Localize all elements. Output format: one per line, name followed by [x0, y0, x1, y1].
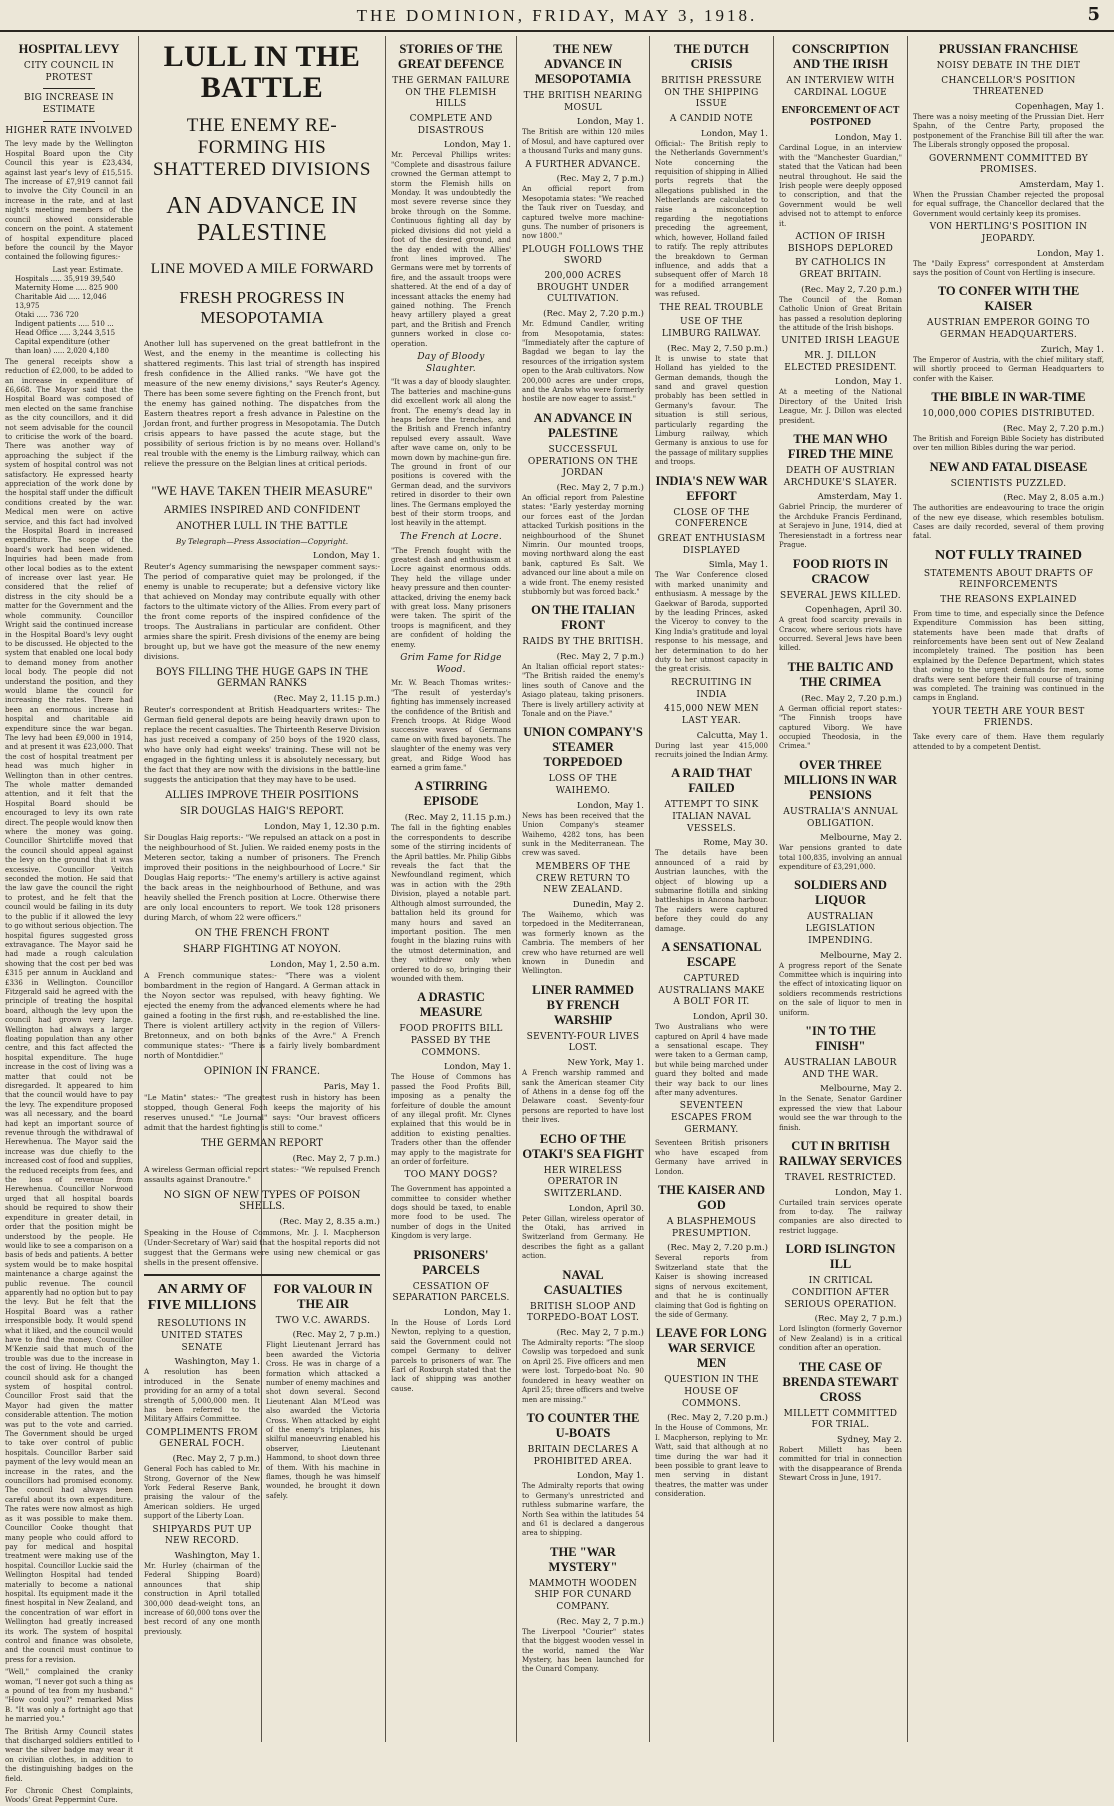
dateline: New York, May 1. — [567, 1058, 644, 1069]
dateline: London, May 1. — [443, 140, 511, 151]
article-crosshead: The French at Locre. — [399, 531, 503, 542]
dateline: (Rec. May 2, 7.20 p.m.) — [667, 1413, 768, 1424]
article-headline: INDIA'S NEW WAR EFFORT — [655, 473, 768, 503]
article-subheading: STATEMENTS ABOUT DRAFTS OF REINFORCEMENTS — [923, 568, 1094, 591]
article-headline: AN ARMY OF FIVE MILLIONS — [147, 1281, 257, 1314]
dateline: London, May 1, 2.50 a.m. — [270, 959, 380, 970]
article-body: An Italian official report states:- "The British raided the enemy's lines south of Canove and the Asiago plateau, taking prisoners. There is lively artillery activity at Tonale and on the Piave." — [522, 663, 644, 719]
article-body: At a meeting of the National Directory of the United Irish League, Mr. J. Dillon was elected president. — [779, 388, 902, 425]
dateline: Paris, May 1. — [323, 1081, 380, 1092]
article-headline: UNION COMPANY'S STEAMER TORPEDOED — [523, 725, 643, 770]
article-body: Reuter's Agency summarising the newspaper comment says:- The period of comparative quiet may be prolonged, if the enemy is unable to recuperate; but a defensive victory like that achieved on Monday may contribute equally with other factors to the ultimate victory of the Allies. From every part of the front come reports of the inspired confidence of the troops. The Australians in particular are confident. Other armies share the spirit. Fresh divisions of the enemy are being brought up, but we have got the measure of the new enemy divisions. — [144, 561, 380, 661]
article-headline: THE GERMAN REPORT — [201, 1137, 323, 1149]
dateline: (Rec. May 2, 8.35 a.m.) — [279, 1216, 380, 1227]
page-number: 5 — [1087, 4, 1100, 25]
article-headline: A STIRRING EPISODE — [414, 779, 488, 809]
article-body: Flight Lieutenant Jerrard has been awarded the Victoria Cross. He was in charge of a formation which attacked a number of enemy machines and shot down several. Second Lieutenant Alan M'Leod was also awarded the Victoria Cross. When attacked by eight of the enemy's triplanes, his skilful manoeuvring enabled his observer, Lieutenant Hammond, to shoot down three of them. With his machine in flames, though he was himself wounded, he brought it down safely. — [265, 1341, 380, 1500]
dateline: London, May 1. — [576, 1471, 644, 1482]
dateline: London, May 1. — [576, 117, 644, 128]
dateline: London, May 1. — [834, 1187, 902, 1198]
article-subheading: LOSS OF THE WAIHEMO. — [548, 774, 618, 797]
article-subheading: QUESTION IN THE HOUSE OF COMMONS. — [664, 1375, 759, 1409]
table-header: Last year. Estimate. — [52, 265, 123, 274]
article-subheading: TOO MANY DOGS? — [404, 1170, 498, 1181]
masthead-title: THE DOMINION, FRIDAY, MAY 3, 1918. — [356, 6, 758, 25]
column-conscription — [774, 36, 907, 1742]
article-crosshead: Day of Bloody Slaughter. — [417, 351, 485, 374]
dateline: Melbourne, May 2. — [820, 833, 902, 844]
article-subheading: ENFORCEMENT OF ACT POSTPONED — [781, 105, 900, 129]
filler-paragraph: The British Army Council states that discharged soldiers entitled to wear the silver badge may wear it on civilian clothes, in addition to the distinguishing badges on the field. — [5, 1727, 133, 1783]
article-subheading: 10,000,000 COPIES DISTRIBUTED. — [922, 409, 1095, 420]
dateline: Zurich, May 1. — [1040, 344, 1104, 355]
article-body: Mr. Edmund Candler, writing from Mesopotamia, states: "Immediately after the capture of Bagdad we began to lay the resources of the irrigation system open to the Arab cultivators. Now 200,000 acres are under crops, and the Arabs who were formerly hostile are now eager to assist." — [522, 320, 644, 404]
article-subheading: HIGHER RATE INVOLVED — [5, 125, 133, 136]
dateline: Rome, May 30. — [703, 838, 768, 849]
filler-paragraph: "Well," complained the cranky woman, "I never got such a thing as a pound of tea from my husband." "How could you?" remarked Miss B. "It was only a fortnight ago that he married you." — [5, 1668, 133, 1724]
article-subheading: THE REAL TROUBLE — [659, 302, 764, 313]
article-headline: A DRASTIC MEASURE — [417, 990, 485, 1020]
dateline: (Rec. May 2, 7 p.m.) — [556, 174, 644, 185]
article-subheading: YOUR TEETH ARE YOUR BEST FRIENDS. — [932, 706, 1085, 729]
article-subheading: SEVERAL JEWS KILLED. — [780, 590, 901, 601]
lead-subheadline: LINE MOVED A MILE FORWARD — [150, 260, 374, 277]
article-subheading: MAMMOTH WOODEN SHIP FOR CUNARD COMPANY. — [528, 1578, 638, 1613]
article-body: Gabriel Princip, the murderer of the Archduke Francis Ferdinand, at Serajevo in June, 1914, died at Theresienstadt in a fortress near Prague. — [779, 503, 902, 550]
article-subheading: COMPLETE AND DISASTROUS — [409, 114, 493, 136]
dateline: (Rec. May 2, 7.20 p.m.) — [801, 693, 902, 704]
dateline: Simla, May 1. — [708, 560, 768, 571]
article-subheading: VON HERTLING'S POSITION IN JEOPARDY. — [929, 222, 1088, 244]
article-subheading: BRITAIN DECLARES A PROHIBITED AREA. — [527, 1444, 639, 1467]
article-headline: SOLDIERS AND LIQUOR — [794, 878, 887, 908]
article-headline: THE CASE OF BRENDA STEWART CROSS — [782, 1359, 899, 1404]
lead-intro: Another lull has supervened on the great battlefront in the West, and the enemy in the meantime is collecting his shattered regiments. This last trial of strength has inspired fresh confidence in the Allied ranks. "We have got the measure of the new enemy divisions," says Reuter's Agency. There has been some severe fighting on the French front, but the enemy has gained nothing. The dispatches from the Eastern theatres report a fresh advance in Palestine on the Jordan front, and further progress in Mesopotamia. The Dutch crisis appears to have passed the acute stage, but the possibility of serious friction is by no means over. Holland's real trouble with the enemy is the Limburg railway, which can relieve the pressure on the Belgian lines at critical periods. — [144, 338, 380, 468]
article-headline: CUT IN BRITISH RAILWAY SERVICES — [779, 1138, 902, 1168]
article-headline: THE BIBLE IN WAR-TIME — [931, 390, 1086, 405]
table-row: Hospitals ..... 35,919 39,540 — [15, 274, 116, 283]
article-headline: CONSCRIPTION AND THE IRISH — [791, 42, 890, 71]
column-lull-in-the-battle — [139, 36, 385, 1742]
dateline: (Rec. May 2, 8.05 a.m.) — [1003, 493, 1104, 504]
dateline: Copenhagen, May 1. — [1015, 102, 1104, 113]
dateline: Copenhagen, April 30. — [805, 605, 902, 616]
article-body: It is unwise to state that Holland has yielded to the German demands, though the sand and gravel question probably has been settled in Germany's favour. The situation is still serious, particularly regarding the Limburg railway, which Germany is anxious to use for the passage of military supplies and troops. — [655, 354, 768, 467]
dateline: (Rec. May 2, 11.15 p.m.) — [404, 813, 511, 824]
dateline: Calcutta, May 1. — [696, 730, 768, 741]
article-subheading: UNITED IRISH LEAGUE — [781, 336, 900, 347]
article-body: The details have been announced of a raid by Austrian launches, with the object of blowing up a submarine flotilla and sinking battleships in Ancona harbour. The raiders were captured before they could do any damage. — [655, 849, 768, 933]
article-body: The British and Foreign Bible Society has distributed over ten million Bibles during the war period. — [913, 434, 1104, 453]
article-body: A wireless German official report states:- "We repulsed French assaults against Dranoutre." — [144, 1164, 380, 1184]
article-body: Sir Douglas Haig reports:- "We repulsed an attack on a post in the neighbourhood of St. Julien. We raided enemy posts in the Meteren sector, taking a number of prisoners. The French improved their positions in the neighbourhood of Locre." Sir Douglas Haig reports:- "The enemy's artillery is active against the back areas in the neighbourhood of Bethune, and was heavily shelled the French position at Locre. Otherwise there are only local encounters to report. We took 128 prisoners during March, of whom 22 were officers." — [144, 832, 380, 922]
dateline: Washington, May 1. — [174, 1550, 260, 1561]
article-subheading: SHARP FIGHTING AT NOYON. — [183, 943, 341, 955]
article-body: A French communique states:- "There was a violent bombardment in the region of Hangard. A German attack in the Noyon sector was repulsed, with heavy fighting. We ejected the enemy from the advanced elements where he had gained a footing in the first rush, and re-established the line. There is violent artillery activity in the region of Villers-Bretonneux, and on both banks of the Avre." A French communique states:- "There is a fairly lively bombardment north of Montdidier." — [144, 970, 380, 1060]
dateline: Amsterdam, May 1. — [1019, 180, 1104, 191]
article-body: Lord Islington (formerly Governor of New Zealand) is in a critical condition after an operation. — [779, 1325, 902, 1353]
article-subheading: CLOSE OF THE CONFERENCE — [673, 507, 750, 530]
column-mesopotamia — [517, 36, 649, 1742]
article-headline: PRUSSIAN FRANCHISE — [938, 42, 1079, 56]
dateline: London, April 30. — [693, 1012, 768, 1023]
table-row: Charitable Aid ..... 12,046 13,975 — [15, 292, 107, 310]
dateline: Amsterdam, May 1. — [817, 492, 902, 503]
dateline: London, May 1. — [312, 550, 380, 561]
column-hospital-levy — [0, 36, 138, 1805]
article-body: Reuter's correspondent at British Headquarters writes:- The German field general depots are being heavily drawn upon to replace the recent casualties. The Thirteenth Reserve Division has just received a company of 250 boys of the 1920 class, who have only had eight weeks' training. These will not be engaged in the fighting unless it is absolutely necessary, but the fact that they are now with the divisions in the battle-line suggests the anticipation that they may have to be used. — [144, 704, 380, 784]
dateline: London, May 1. — [1036, 248, 1104, 259]
dateline: (Rec. May 2, 7 p.m.) — [814, 1314, 902, 1325]
article-subheading: CITY COUNCIL IN PROTEST — [23, 61, 115, 83]
article-body: The Liverpool "Courier" states that the biggest wooden vessel in the world, named the War Mystery, has been launched for the Cunard Company. — [522, 1627, 644, 1674]
article-subheading: THE GERMAN FAILURE ON THE FLEMISH HILLS — [392, 76, 510, 110]
dateline: Sydney, May 2. — [836, 1434, 902, 1445]
advertisement: For Chronic Chest Complaints, Woods' Great Peppermint Cure. — [5, 1787, 133, 1805]
article-body: An official report from Palestine states: "Early yesterday morning our forces east of the Jordan attacked Turkish positions in the neighbourhood of the Shunet Nimrin. Our mounted troops, moving northward along the east bank, captured Es Salt. We advanced our line about a mile on a wide front. The enemy resisted stubbornly but was forced back." — [522, 493, 644, 596]
dateline: London, May 1. — [443, 1062, 511, 1073]
article-subheading: AN INTERVIEW WITH CARDINAL LOGUE — [786, 76, 895, 98]
article-subheading: MEMBERS OF THE CREW RETURN TO NEW ZEALAND. — [535, 861, 631, 896]
article-body: Curtailed train services operate from to-day. The railway companies are also directed to restrict luggage. — [779, 1198, 902, 1235]
article-headline: LORD ISLINGTON ILL — [785, 1242, 896, 1272]
dateline: (Rec. May 2, 7.50 p.m.) — [667, 343, 768, 354]
article-body: The Council of the Roman Catholic Union of Great Britain has passed a resolution deploring the attitude of the Irish bishops. — [779, 295, 902, 332]
dateline: (Rec. May 2, 7.20 p.m.) — [667, 1243, 768, 1254]
article-body: Peter Gillan, wireless operator of the Otaki, has arrived in Switzerland from Germany. He describes the fight as a gallant action. — [522, 1214, 644, 1261]
article-body: The levy made by the Wellington Hospital Board upon the City Council this year is £23,434, against last year's levy of £15,515. The increase of £7,919 cannot fail to involve the City Council in an increase in the rate, and at last night's meeting members of the council showed considerable concern on the point. A statement of hospital expenditure placed before the council by the Mayor contained the following figures:- — [5, 140, 133, 262]
article-body: The House of Commons has passed the Food Profits Bill, imposing as a penalty the forfeiture of double the amount of any illegal profit. Mr. Clynes explained that this would be in addition to existing penalties. Traders other than the offender may apply to the magistrate for an order of forfeiture. — [391, 1073, 511, 1167]
article-headline: HOSPITAL LEVY — [18, 42, 120, 56]
article-subheading: PLOUGH FOLLOWS THE SWORD — [522, 244, 644, 267]
article-subheading: AUSTRALIAN LABOUR AND THE WAR. — [784, 1057, 897, 1080]
lead-headline: LULL IN THE BATTLE — [163, 40, 361, 104]
article-subheading: TRAVEL RESTRICTED. — [784, 1172, 897, 1183]
article-headline: A SENSATIONAL ESCAPE — [661, 940, 762, 970]
article-headline: "WE HAVE TAKEN THEIR MEASURE" — [151, 482, 373, 498]
article-headline: NO SIGN OF NEW TYPES OF POISON SHELLS. — [163, 1189, 361, 1212]
article-body: War pensions granted to date total 100,835, involving an annual expenditure of £3,291,000. — [779, 844, 902, 872]
article-subheading: RAIDS BY THE BRITISH. — [522, 637, 644, 648]
article-subheading: CHANCELLOR'S POSITION THREATENED — [941, 75, 1076, 98]
article-subheading: BY CATHOLICS IN GREAT BRITAIN. — [795, 258, 886, 281]
article-headline: ALLIES IMPROVE THEIR POSITIONS — [165, 789, 359, 801]
article-subheading: IN CRITICAL CONDITION AFTER SERIOUS OPERATION. — [784, 1276, 897, 1310]
article-headline: OPINION IN FRANCE. — [203, 1065, 321, 1077]
article-subheading: RESOLUTIONS IN UNITED STATES SENATE — [157, 1319, 247, 1353]
article-headline: A RAID THAT FAILED — [671, 766, 752, 796]
article-subheading: CAPTURED AUSTRALIANS MAKE A BOLT FOR IT. — [658, 974, 765, 1008]
article-headline: AN ADVANCE IN PALESTINE — [533, 410, 633, 440]
article-headline: PRISONERS' PARCELS — [413, 1247, 489, 1277]
dateline: Melbourne, May 2. — [820, 950, 902, 961]
article-body: A resolution has been introduced in the Senate providing for an army of a total strength of 5,000,000 men. It has been referred to the Military Affairs Committee. — [144, 1368, 260, 1424]
article-body: "Le Matin" states:- "The greatest rush in history has been stopped, though General Foch keeps the majority of his reserves unused." "Le Journal" says: "Our bravest officers admit that the hardest fighting is still to come." — [144, 1092, 380, 1132]
article-body: "It was a day of bloody slaughter. The batteries and machine-guns did excellent work all along the front. The enemy's dead lay in heaps before the trenches, and the British and French infantry repulsed every assault. Wave after wave came on, only to be mown down by machine-gun fire. The ground in front of our positions is covered with the German dead, and the survivors retired in disorder to their own lines. The Germans employed the best of their storm troops, and lost heavily in the attempt. — [391, 378, 511, 528]
article-body: The Waihemo, which was torpedoed in the Mediterranean, was formerly known as the Cambria. The members of her crew who have returned are well known in Dunedin and Wellington. — [522, 910, 644, 976]
table-row: Indigent patients ..... 510 ... — [15, 319, 114, 328]
article-headline: THE BALTIC AND THE CRIMEA — [787, 659, 894, 689]
article-body: During last year 415,000 recruits joined the Indian Army. — [655, 741, 768, 759]
article-body: The Government has appointed a committee to consider whether dogs should be taxed, to enable more food to be used. The number of dogs in the United Kingdom is very large. — [391, 1185, 511, 1241]
article-subheading: ARMIES INSPIRED AND CONFIDENT — [164, 504, 360, 516]
article-subheading: AUSTRALIAN LEGISLATION IMPENDING. — [805, 912, 876, 946]
article-body: Official:- The British reply to the Netherlands Government's Note concerning the requisition of shipping in Allied ports regrets that the allegations published in the Netherlands are calculated to raise a misconception regarding the negotiations preceding the agreement, which, however, Holland failed to ratify. The reply attributes the breakdown to German influence, and adds that a subsequent offer of March 18 for a modified arrangement was refused. — [655, 139, 768, 299]
article-headline: LEAVE FOR LONG WAR SERVICE MEN — [656, 1326, 767, 1371]
article-body: General Foch has cabled to Mr. Strong, Governor of the New York Federal Reserve Bank, praising the valour of the American soldiers. He urged support of the Liberty Loan. — [144, 1465, 260, 1521]
table-row: Head Office ..... 3,244 3,515 — [15, 328, 116, 337]
article-headline: NAVAL CASUALTIES — [543, 1267, 623, 1297]
article-headline: ON THE ITALIAN FRONT — [531, 603, 635, 633]
article-body: In the House of Lords Lord Newton, replying to a question, said the Government could not compel Germany to deliver parcels to prisoners of war. The Earl of Roxburgh stated that the lack of shipping was another cause. — [391, 1318, 511, 1393]
article-subheading: THE BRITISH NEARING MOSUL — [523, 91, 643, 113]
lead-subheadline: THE ENEMY RE-FORMING HIS SHATTERED DIVISIONS — [153, 115, 371, 180]
dateline: London, May 1. — [576, 800, 644, 811]
article-subheading: ATTEMPT TO SINK ITALIAN NAVAL VESSELS. — [664, 800, 759, 834]
article-body: In the House of Commons, Mr. I. Macpherson, replying to Mr. Watt, said that although at no time during the war had it been possible to grant leave to men serving in distant theatres, the matter was under consideration. — [655, 1424, 768, 1499]
byline: By Telegraph—Press Association—Copyright. — [175, 536, 349, 546]
article-body: The "Daily Express" correspondent at Amsterdam says the position of Count von Hertling is insecure. — [913, 259, 1104, 278]
article-headline: NEW AND FATAL DISEASE — [929, 459, 1088, 474]
article-headline: THE MAN WHO FIRED THE MINE — [787, 432, 894, 462]
article-subheading: BRITISH SLOOP AND TORPEDO-BOAT LOST. — [526, 1301, 640, 1324]
article-subheading: A BLASPHEMOUS PRESUMPTION. — [666, 1217, 757, 1239]
article-subheading: 200,000 ACRES BROUGHT UNDER CULTIVATION. — [536, 271, 630, 305]
dateline: (Rec. May 2, 7.20 p.m.) — [801, 284, 902, 295]
article-subheading: TWO V.C. AWARDS. — [275, 1315, 371, 1326]
advertisement: Take every care of them. Have them regularly attended to by a competent Dentist. — [913, 733, 1104, 751]
article-body: Cardinal Logue, in an interview with the "Manchester Guardian," stated that the Vatican had been neutral throughout. He said the Irish people were deeply opposed to conscription, and that the Government would be well advised not to attempt to enforce it. — [779, 144, 902, 228]
article-subheading: ACTION OF IRISH BISHOPS DEPLORED — [787, 232, 894, 254]
article-subheading: SEVENTY-FOUR LIVES LOST. — [526, 1031, 640, 1054]
expenditure-table — [15, 266, 123, 356]
column-dutch-crisis — [650, 36, 773, 1742]
article-body: A progress report of the Senate Committee which is inquiring into the effect of intoxicating liquor on soldiers recommends restrictions on the sale of liquor to men in uniform. — [779, 961, 902, 1017]
article-subheading: AUSTRALIA'S ANNUAL OBLIGATION. — [783, 806, 898, 829]
article-body: The Emperor of Austria, with the chief military staff, will shortly proceed to German Headquarters to confer with the Kaiser. — [913, 355, 1104, 383]
table-row: Capital expenditure (other than loan) ..... 2,020 4,180 — [15, 337, 110, 355]
valour-in-the-air — [266, 1276, 380, 1641]
article-subheading: SEVENTEEN ESCAPES FROM GERMANY. — [671, 1101, 752, 1135]
article-subheading: 415,000 NEW MEN LAST YEAR. — [664, 704, 759, 726]
article-body: The Admiralty reports that owing to Germany's unrestricted and ruthless submarine warfare, the North Sea within the latitudes 54 and 61 is declared a dangerous area to shipping. — [522, 1482, 644, 1538]
article-subheading: THE REASONS EXPLAINED — [940, 595, 1077, 606]
article-subheading: A FURTHER ADVANCE. — [525, 159, 641, 170]
article-subheading: MILLETT COMMITTED FOR TRIAL. — [783, 1408, 898, 1431]
article-subheading: SCIENTISTS PUZZLED. — [950, 478, 1067, 489]
article-body: News has been received that the Union Company's steamer Waihemo, 4282 tons, has been sunk in the Mediterranean. The crew was saved. — [522, 811, 644, 858]
article-body: "The French fought with the greatest dash and enthusiasm at Locre against enormous odds. They held the village under heavy pressure and then counter-attacked, driving the enemy back with great loss. Many prisoners were taken. The spirit of the troops is magnificent, and they are confident of holding the enemy. — [391, 546, 511, 649]
article-body: Two Australians who were captured on April 4 have made a sensational escape. They were taken to a German camp, but while being marched under guard they bolted and made their way back to our lines after many adventures. — [655, 1023, 768, 1097]
article-subheading: ANOTHER LULL IN THE BATTLE — [176, 520, 348, 532]
column-prussian-franchise — [908, 36, 1114, 1742]
dateline: London, May 1. — [443, 1307, 511, 1318]
divider — [43, 121, 94, 122]
dateline: (Rec. May 2, 7.20 p.m.) — [543, 309, 644, 320]
article-subheading: GOVERNMENT COMMITTED BY PROMISES. — [928, 153, 1089, 176]
article-subheading: SHIPYARDS PUT UP NEW RECORD. — [152, 1524, 252, 1547]
article-body: A French warship rammed and sank the American steamer City of Athens in a dense fog off the Delaware coast. Seventy-four persons are reported to have lost their lives. — [522, 1069, 644, 1125]
dateline: Washington, May 1. — [174, 1357, 260, 1368]
dateline: (Rec. May 2, 11.15 p.m.) — [273, 693, 380, 704]
article-body: The War Conference closed with marked unanimity and enthusiasm. A message by the Gaekwar of Baroda, supported by the leading Princes, asked the Viceroy to convey to the King India's gratitude and loyal response to his message, and her determination to do her duty to her utmost capacity in the great crisis. — [655, 571, 768, 674]
article-body: There was a noisy meeting of the Prussian Diet. Herr Spahn, of the Centre Party, proposed the postponement of the Franchise Bill till after the war. The Liberals strongly opposed the proposal. — [913, 113, 1104, 150]
article-body: The authorities are endeavouring to trace the origin of the new eye disease, which resembles botulism. Cases are daily recorded, several of them proving fatal. — [913, 504, 1104, 541]
article-body: Robert Millett has been committed for trial in connection with the disappearance of Brenda Stewart Cross in June, 1917. — [779, 1445, 902, 1483]
article-headline: THE NEW ADVANCE IN MESOPOTAMIA — [534, 42, 632, 86]
article-subheading: DEATH OF AUSTRIAN ARCHDUKE'S SLAYER. — [783, 466, 898, 488]
article-subheading: BIG INCREASE IN ESTIMATE — [24, 93, 114, 116]
article-headline: THE KAISER AND GOD — [658, 1183, 765, 1213]
article-body: Seventeen British prisoners who have escaped from Germany have arrived in London. — [655, 1139, 768, 1176]
article-subheading: SIR DOUGLAS HAIG'S REPORT. — [179, 805, 345, 817]
article-subheading: BRITISH PRESSURE ON THE SHIPPING ISSUE — [661, 76, 762, 110]
article-headline: BOYS FILLING THE HUGE GAPS IN THE GERMAN RANKS — [155, 666, 369, 689]
article-subheading: FOOD PROFITS BILL PASSED BY THE COMMONS. — [399, 1024, 503, 1058]
article-body: When the Prussian Chamber rejected the proposal for equal suffrage, the Chancellor declared that the Government would certainly keep its promises. — [913, 191, 1104, 218]
divider — [43, 88, 94, 89]
dateline: (Rec. May 2, 7.20 p.m.) — [1003, 423, 1104, 434]
article-body: In the Senate, Senator Gardiner expressed the view that Labour would see the war through to the finish. — [779, 1095, 902, 1132]
dateline: (Rec. May 2, 7 p.m.) — [292, 1153, 380, 1164]
table-row: Otaki ..... 736 720 — [15, 310, 79, 319]
article-headline: THE "WAR MYSTERY" — [548, 1544, 618, 1574]
article-subheading: NOISY DEBATE IN THE DIET — [936, 61, 1081, 71]
dateline: (Rec. May 2, 7 p.m.) — [556, 1328, 644, 1339]
article-body: Mr. W. Beach Thomas writes:- "The result of yesterday's fighting has immensely increased the confidence of the British and French troops. At Ridge Wood successive waves of Germans came on with fixed bayonets. The slaughter of the enemy was very great, and Ridge Wood has earned a grim fame." — [391, 679, 511, 773]
lead-subheadline: FRESH PROGRESS IN MESOPOTAMIA — [179, 287, 345, 328]
masthead — [0, 0, 1114, 32]
article-body: From time to time, and especially since the Defence Expenditure Commission has been sitting, statements have been made that drafts of reinforcements have been sent out of New Zealand incompletely trained. The position has been explained by the Defence Department, which states that owing to the urgent demands for men, some drafts were sent before their full course of training was completed. The training was continued in the camps in England. — [913, 609, 1104, 703]
article-headline: OVER THREE MILLIONS IN WAR PENSIONS — [784, 757, 897, 802]
dateline: (Rec. May 2, 7 p.m.) — [556, 1616, 644, 1627]
article-body: The Admiralty reports: "The sloop Cowslip was torpedoed and sunk on April 25. Five officers and men were lost. Torpedo-boat No. 90 foundered in heavy weather on April 25; three officers and twelve men are missing." — [522, 1339, 644, 1404]
article-headline: STORIES OF THE GREAT DEFENCE — [397, 42, 505, 71]
article-headline: FOOD RIOTS IN CRACOW — [792, 556, 889, 586]
dateline: London, May 1. — [834, 377, 902, 388]
dateline: (Rec. May 2, 7 p.m.) — [172, 1454, 260, 1465]
dateline: London, April 30. — [569, 1203, 644, 1214]
article-subheading: CESSATION OF SEPARATION PARCELS. — [392, 1281, 510, 1304]
article-body: Mr. Perceval Phillips writes: "Complete and disastrous failure crowned the German attempt to storm the Flemish hills on Monday. It was undoubtedly the most severe reverse since they broke through on the Somme. Continuous fighting all day by picked divisions did not yield a foot of the desired ground, and the day ended with the Allies' front lines improved. The Germans were met by torrents of fire, and the assault troops were shattered. At the end of a day of incessant attacks the enemy had gained nothing. The French heavy artillery played a great part, and the British and French gunners worked in close co-operation. — [391, 151, 511, 348]
dateline: London, May 1. — [700, 128, 768, 139]
article-subheading: A CANDID NOTE — [669, 114, 754, 125]
article-body: The British are within 120 miles of Mosul, and have captured over a thousand Turks and many guns. — [522, 128, 644, 156]
article-headline: TO COUNTER THE U-BOATS — [526, 1410, 640, 1440]
column-great-defence — [386, 36, 516, 1742]
dateline: London, May 1. — [834, 133, 902, 144]
article-subheading: HER WIRELESS OPERATOR IN SWITZERLAND. — [543, 1165, 623, 1199]
article-headline: NOT FULLY TRAINED — [934, 547, 1083, 563]
dateline: (Rec. May 2, 7 p.m.) — [556, 652, 644, 663]
article-subheading: USE OF THE LIMBURG RAILWAY. — [661, 317, 762, 340]
article-headline: TO CONFER WITH THE KAISER — [937, 284, 1080, 314]
article-body: An official report from Mesopotamia states: "We reached the Tauk river on Tuesday, and captured twelve more machine-guns. The number of prisoners is now 1800." — [522, 185, 644, 241]
article-subheading: MR. J. DILLON ELECTED PRESIDENT. — [784, 351, 897, 373]
bottom-split — [144, 1274, 380, 1641]
dateline: London, May 1, 12.30 p.m. — [264, 821, 380, 832]
article-headline: "IN TO THE FINISH" — [805, 1023, 876, 1053]
article-subheading: SUCCESSFUL OPERATIONS ON THE JORDAN — [527, 444, 639, 479]
army-of-five-millions — [144, 1276, 260, 1641]
article-headline: THE DUTCH CRISIS — [674, 42, 749, 71]
article-headline: LINER RAMMED BY FRENCH WARSHIP — [532, 982, 634, 1027]
article-subheading: COMPLIMENTS FROM GENERAL FOCH. — [145, 1427, 259, 1450]
article-subheading: RECRUITING IN INDIA — [671, 677, 752, 700]
article-headline: ON THE FRENCH FRONT — [194, 927, 330, 939]
dateline: (Rec. May 2, 7 p.m.) — [556, 482, 644, 493]
dateline: Dunedin, May 2. — [572, 899, 644, 910]
dateline: Melbourne, May 2. — [820, 1084, 902, 1095]
article-body: A great food scarcity prevails in Cracow, where serious riots have occurred. Several Jews have been killed. — [779, 616, 902, 653]
table-row: Maternity Home ..... 825 900 — [15, 283, 119, 292]
article-headline: ECHO OF THE OTAKI'S SEA FIGHT — [522, 1131, 644, 1161]
article-subheading: AUSTRIAN EMPEROR GOING TO GERMAN HEADQUARTERS. — [927, 318, 1090, 341]
article-headline: FOR VALOUR IN THE AIR — [273, 1281, 373, 1311]
dateline: (Rec. May 2, 7 p.m.) — [292, 1330, 380, 1341]
article-body: Speaking in the House of Commons, Mr. J. I. Macpherson (Under-Secretary of War) said that the hospital reports did not suggest that the Germans were using new chemical or gas shells in the present offensive. — [144, 1227, 380, 1267]
article-subheading: GREAT ENTHUSIASM DISPLAYED — [657, 533, 766, 556]
article-body: The fall in the fighting enables the correspondents to describe some of the stirring incidents of the April battles. Mr. Philip Gibbs reveals the fact that the Newfoundland regiment, which was in action with the 29th Division, played a notable part. Although almost surrounded, the battalion held its ground for many hours and saved an important position. The men fought in the blazing ruins with the utmost determination, and they withdrew only when ordered to do so, bringing their wounded with them. — [391, 824, 511, 983]
article-body: A German official report states:- "The Finnish troops have captured Viborg. We have occupied Theodosia, in the Crimea." — [779, 704, 902, 751]
article-body: Several reports from Switzerland state that the Kaiser is showing increased signs of nervous excitement, and that he is continually claiming that God is fighting on the side of Germany. — [655, 1254, 768, 1319]
article-body: Mr. Hurley (chairman of the Federal Shipping Board) announces that ship construction in April totalled 300,000 dead-weight tons, an increase of 60,000 tons over the best record of any one month previously. — [144, 1561, 260, 1636]
lead-subheadline: AN ADVANCE IN PALESTINE — [166, 192, 358, 247]
article-crosshead: Grim Fame for Ridge Wood. — [400, 653, 502, 675]
article-body: The general receipts show a reduction of £2,000, to be added to an increase in expenditure of £6,668. The Mayor said that the Hospital Board was composed of men elected on the same franchise as the city councillors, and it did not seem advisable for the council to criticise the work of the board. There was another way of approaching the subject if the system of hospital control was not satisfactory. He expressed hearty appreciation of the work done by the hospital staff under the difficult conditions created by the war. Medical men were on active service, and this fact had involved the Hospital Board in increased expenditure. The scope of the board's work had been widened. Inquiries had been made from other local bodies as to the extent of increase over last year. He considered that the relief of distress in the city should be a matter for the Government and the whole community. Councillor Wright said the continued increase in the Hospital Board's levy ought to be discussed. He objected to the system that enabled one local body to demand money from another local body. The people did not understand the position, and they would blame the council for increasing the rates. There had been an enormous increase in hospital and charitable aid expenditure since the war began. The levy had been £9,000 in 1914, and at present it was £23,000. That the cost of hospital treatment per head was much higher in Wellington than in other centres. The whole matter demanded attention, and it felt that the Hospital Board should be encouraged to levy its own rate direct. The people would know then where the money was going. Councillor Shirtcliffe moved that the council should appeal against the levy on the ground that it was excessive. Councillor Veitch seconded the motion. He said that the law gave the council the right to protest, and he felt that the council would be failing in its duty to the public if it allowed the levy to go without serious objection. The hospital figures suggested gross extravagance. The Mayor said he had made a rough calculation showing that the cost per bed was £315 per annum in Auckland and £336 in Wellington. Councillor Fitzgerald said he agreed with the principle of treating the hospital board, although the levy upon the council had grown very large. Wellington had always a larger floating population than any other centre, and this fact affected the hospital expenditure. The huge increase in the cost of living was a matter that could not be disregarded. It appeared to him that the council would have to pay the levy. The expenditure proposed was all necessary, and the board had kept an important source of revenue through the withdrawal of Herewhenua. The Mayor said the increase was due chiefly to the increased cost of food and supplies, the reduced receipts from fees, and the loss of revenue from Herewhenua. Councillor Norwood urged that all hospital boards should be required to show their expenditure in greater detail, in order that the position might be understood by the people. He would like to see a comparison on a basis of beds and patients. A better system would be to make hospital maintenance a charge against the public revenue. The council apparently had no option but to pay the levy. But he felt that the Hospital Board was a rather irresponsible body. It would spend what it liked, and the council would have to find the money. Councillor M'Kenzie said that much of the trouble was due to the increase in the cost of living. He thought the council should ask for a changed system of hospital control. Councillor Frost said that the Mayor had given the matter considerable attention. The motion was put to the vote and carried. The Government should be urged to take over control of public hospitals. Councillor Barber said payment of the levy would mean an increase in the rates, and the councillors had promised economy. The council had always been careful about its own expenditure. The rates were now almost as high as it was possible to make them. Councillor Cooke thought that many people who could afford to pay for medical and hospital treatment were making use of the hospital. Councillor Luckie said the Wellington Hospital had tended materially to become a national hospital. Its equipment made it the finest hospital in New Zealand, and the concentration of war effort in Wellington had greatly increased its work. The system of hospital control and finance was obsolete, and the council must continue to press for a revision. — [5, 357, 133, 1664]
